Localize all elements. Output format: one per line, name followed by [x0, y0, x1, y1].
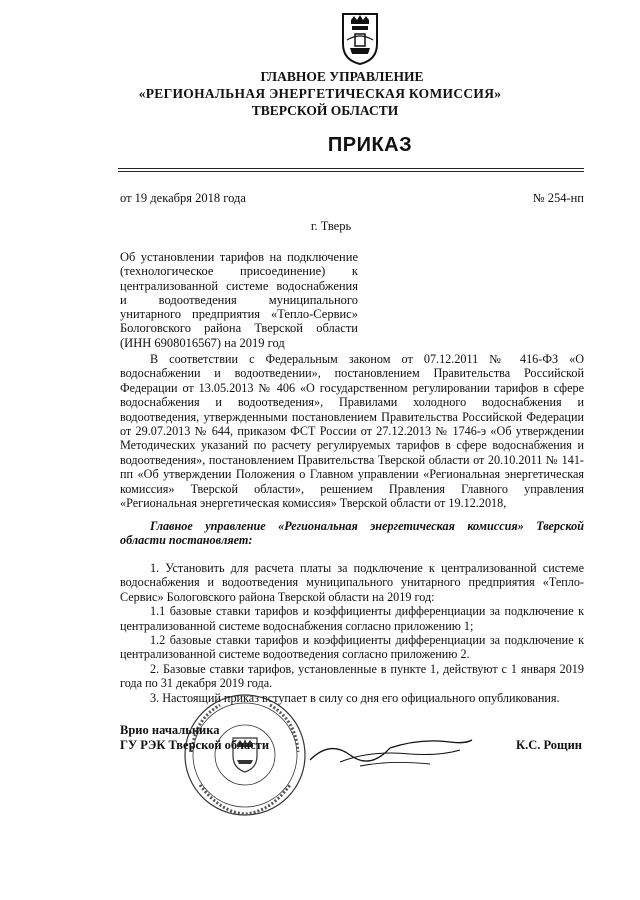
- clause-1: 1. Установить для расчета платы за подключение к централизованной системе водоснабжения и водоотведения муниципального унитарного предприятия «Тепло-Сервис» Бологовского района Тверской области на 2019 год:: [120, 561, 584, 604]
- header-line-1: ГЛАВНОЕ УПРАВЛЕНИЕ: [260, 69, 424, 84]
- official-stamp-icon: [180, 690, 310, 820]
- header-divider-top: [118, 168, 584, 169]
- signatory-position: [120, 723, 269, 753]
- resolution-statement: Главное управление «Региональная энергетическая комиссия» Тверской области постановляет:: [120, 519, 584, 548]
- document-title: ПРИКАЗ: [327, 134, 413, 156]
- order-clauses: [120, 561, 584, 705]
- legal-basis-paragraph: В соответствии с Федеральным законом от 07.12.2011 № 416-ФЗ «О водоснабжении и водоотведении», постановлением Правительства Российской Федерации от 13.05.2013 № 406 «О государственном регулировании тарифов в сфере водоснабжения и водоотведения», Правилами холодного водоснабжения и водоотведения, утвержденными постановлением Правительства Российской Федерации от 29.07.2013 № 644, приказом ФСТ России от 27.12.2013 № 1746-э «Об утверждении Методических указаний по расчету регулируемых тарифов в сфере водоснабжения и водоотведения», постановлением Правительства Тверской области от 20.10.2011 № 141-пп «Об утверждении Положения о Главном управлении «Региональная энергетическая комиссия» Тверской области», решением Правления Главного управления «Региональная энергетическая комиссия» Тверской области от 19.12.2018,: [120, 352, 584, 511]
- order-city: г. Тверь: [310, 219, 352, 233]
- order-number: № 254-нп: [532, 191, 584, 205]
- header-line-3: ТВЕРСКОЙ ОБЛАСТИ: [251, 103, 399, 118]
- order-subject: Об установлении тарифов на подключение (технологическое присоединение) к централизованной системе водоснабжения и водоотведения муниципального унитарного предприятия «Тепло-Сервис» Бологовского района Тверской области (ИНН 6908016567) на 2019 год: [120, 250, 358, 350]
- signatory-name: К.С. Рощин: [516, 738, 582, 752]
- handwritten-signature-icon: [300, 720, 480, 780]
- header-line-2: «РЕГИОНАЛЬНАЯ ЭНЕРГЕТИЧЕСКАЯ КОМИССИЯ»: [138, 86, 502, 101]
- signatory-position-line-2: ГУ РЭК Тверской области: [120, 738, 270, 752]
- clause-2: 2. Базовые ставки тарифов, установленные в пункте 1, действуют с 1 января 2019 года по 31 декабря 2019 года.: [120, 661, 584, 691]
- order-date: от 19 декабря 2018 года: [120, 191, 246, 205]
- clause-3: 3. Настоящий приказ вступает в силу со дня его официального опубликования.: [150, 690, 560, 705]
- clause-1-1: 1.1 базовые ставки тарифов и коэффициенты дифференциации за подключение к централизованной системе водоснабжения согласно приложению 1;: [120, 604, 584, 633]
- signatory-position-line-1: Врио начальника: [120, 723, 220, 737]
- coat-of-arms-icon: [339, 10, 381, 66]
- clause-1-2: 1.2 базовые ставки тарифов и коэффициенты дифференциации за подключение к централизованной системе водоотведения согласно приложению 2.: [120, 633, 584, 662]
- header-divider-bottom: [118, 171, 584, 172]
